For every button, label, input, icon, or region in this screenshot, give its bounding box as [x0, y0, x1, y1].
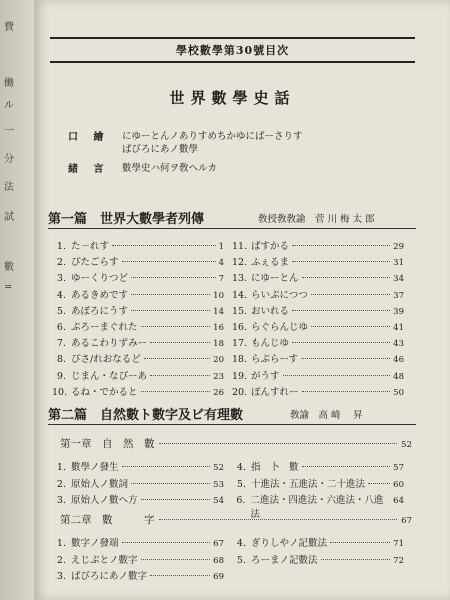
- adjacent-page-margin: [0, 0, 34, 600]
- entry-page: 14: [213, 306, 224, 317]
- leader-dots: [141, 326, 211, 327]
- entry-title: おいれる: [251, 305, 290, 317]
- entry-page: 41: [393, 323, 404, 333]
- leader-dots: [150, 575, 210, 576]
- leader-dots: [302, 466, 391, 467]
- entry-title: ぽんすれー: [251, 386, 299, 398]
- toc-entry: [232, 287, 404, 301]
- entry-title: らぷらーす: [251, 354, 299, 366]
- margin-char: 費: [4, 22, 14, 33]
- margin-char: ル: [4, 100, 14, 111]
- entry-number: 2.: [56, 257, 66, 269]
- entry-title: た－れす: [71, 241, 110, 252]
- entry-page: 48: [393, 371, 404, 382]
- toc-entry: [232, 459, 404, 473]
- entry-title: ぎりしやノ記數法: [251, 538, 328, 549]
- toc-entry: [52, 270, 224, 284]
- chapter-title: 第一章 自 然 數: [60, 438, 155, 450]
- toc-entry: [52, 384, 224, 398]
- toc-entry: [52, 238, 224, 252]
- leader-dots: [292, 310, 390, 311]
- entry-page: 57: [393, 463, 404, 473]
- leader-dots: [301, 358, 390, 359]
- toc-entry: [52, 568, 224, 582]
- entry-number: 5.: [56, 305, 66, 317]
- toc-entry: [52, 492, 224, 506]
- leader-dots: [292, 245, 390, 246]
- entry-title: ゆーくりつど: [71, 273, 129, 285]
- margin-char: 分: [4, 154, 14, 165]
- entry-number: 17.: [232, 338, 248, 350]
- leader-dots: [144, 358, 210, 359]
- toc-entry: [232, 552, 404, 566]
- entry-number: 5.: [236, 478, 246, 490]
- toc-entry: [232, 476, 404, 490]
- entry-page: 67: [213, 539, 224, 549]
- leader-dots: [122, 261, 216, 262]
- leader-dots: [292, 342, 390, 343]
- entry-page: 23: [213, 371, 224, 382]
- margin-char: =: [4, 282, 13, 293]
- toc-entry: [52, 335, 224, 349]
- leader-dots: [131, 294, 210, 295]
- entry-title: がうす: [251, 370, 280, 382]
- entry-title: 數字ノ發端: [71, 538, 119, 549]
- entry-number: 4.: [236, 462, 246, 473]
- entry-title: ばびろにあノ數字: [71, 571, 148, 582]
- leader-dots: [368, 483, 390, 484]
- entry-number: 18.: [232, 354, 248, 366]
- leader-dots: [302, 391, 391, 392]
- entry-number: 1.: [56, 538, 66, 549]
- toc-entry: [232, 254, 404, 268]
- entry-number: 2.: [56, 478, 66, 490]
- entry-title: 數學ノ發生: [71, 462, 119, 473]
- entry-page: 26: [213, 387, 224, 398]
- leader-dots: [122, 466, 211, 467]
- margin-char: 働: [4, 78, 14, 89]
- part2-title: 第二篇 自然數ト數字及ビ有理數: [48, 408, 244, 423]
- entry-number: 5.: [236, 554, 246, 566]
- entry-page: 29: [393, 242, 404, 252]
- main-title: 世界數學史話: [169, 89, 296, 107]
- toc-entry: [232, 368, 404, 382]
- toc-entry: [52, 303, 224, 317]
- toc-entry: [52, 552, 224, 566]
- entry-page: 53: [213, 479, 224, 490]
- entry-page: 18: [213, 339, 224, 350]
- toc-entry: [232, 238, 404, 252]
- entry-page: 20: [213, 355, 224, 366]
- toc-entry: [232, 303, 404, 317]
- entry-number: 8.: [56, 354, 66, 366]
- leader-dots: [131, 277, 216, 278]
- leader-dots: [141, 391, 211, 392]
- entry-number: 10.: [52, 386, 68, 398]
- toc-entry: [232, 535, 404, 549]
- preface-line: 數學史ハ何ヲ敎ヘルカ: [122, 163, 218, 174]
- toc-entry: [232, 384, 404, 398]
- entry-page: 46: [393, 355, 404, 366]
- entry-page: 71: [393, 539, 404, 549]
- entry-page: 1: [218, 242, 224, 252]
- entry-page: 72: [393, 555, 404, 566]
- entry-title: ぱすかる: [251, 241, 290, 252]
- entry-title: もんじゆ: [251, 338, 290, 350]
- entry-page: 37: [393, 290, 404, 301]
- part1-author: 敎授敎敎諭 菅 川 梅 太 郎: [258, 214, 375, 225]
- entry-title: 原始人ノ數詞: [71, 478, 129, 490]
- entry-page: 68: [213, 555, 224, 566]
- leader-dots: [302, 277, 391, 278]
- leader-dots: [321, 559, 391, 560]
- leader-dots: [330, 542, 390, 543]
- entry-number: 19.: [232, 370, 248, 382]
- entry-number: 7.: [56, 338, 66, 350]
- toc-entry: [52, 368, 224, 382]
- toc-entry: [232, 319, 404, 333]
- leader-dots: [141, 499, 211, 500]
- entry-page: 34: [393, 274, 404, 285]
- entry-number: 15.: [232, 305, 248, 317]
- entry-title: るね・でかると: [71, 386, 138, 398]
- leader-dots: [112, 245, 216, 246]
- toc-entry: [52, 254, 224, 268]
- entry-page: 69: [213, 572, 224, 582]
- entry-number: 1.: [56, 462, 66, 473]
- margin-char: 一: [4, 126, 14, 137]
- leader-dots: [150, 342, 210, 343]
- entry-number: 20.: [232, 386, 248, 398]
- chapter-page: 67: [401, 516, 412, 526]
- toc-entry: [232, 270, 404, 284]
- entry-number: 4.: [236, 538, 246, 549]
- margin-char: 法: [4, 182, 14, 193]
- leader-dots: [311, 326, 390, 327]
- entry-page: 4: [218, 258, 224, 269]
- leader-dots: [122, 542, 211, 543]
- margin-char: 數: [4, 262, 14, 273]
- frontispiece-label: 口 繪: [68, 132, 110, 143]
- entry-number: 12.: [232, 257, 248, 269]
- toc-entry: [232, 351, 404, 365]
- entry-number: 14.: [232, 289, 248, 301]
- leader-dots: [131, 483, 210, 484]
- toc-entry: [52, 351, 224, 365]
- leader-dots: [159, 519, 398, 520]
- leader-dots: [311, 294, 390, 295]
- entry-number: 13.: [232, 273, 248, 285]
- entry-number: 4.: [56, 289, 66, 301]
- leader-dots: [131, 310, 210, 311]
- leader-dots: [292, 261, 390, 262]
- entry-title: あるきめです: [71, 289, 129, 301]
- entry-number: 9.: [56, 370, 66, 382]
- frontispiece-line: にゆーとんノありすめちかゆにばーさりす: [122, 131, 303, 142]
- entry-title: えじぷとノ數字: [71, 554, 138, 566]
- chapter-1-heading: [60, 436, 412, 451]
- leader-dots: [283, 375, 391, 376]
- toc-entry: [52, 319, 224, 333]
- entry-title: ぴさ/れおなるど: [71, 354, 141, 366]
- entry-title: じまん・なぴーあ: [71, 370, 148, 382]
- entry-title: ぷろーまぐれた: [71, 322, 138, 333]
- issue-header: [50, 37, 415, 63]
- entry-number: 3.: [56, 571, 66, 582]
- entry-page: 7: [218, 274, 224, 285]
- preface-label: 緒 言: [68, 164, 110, 175]
- part2-rule: [48, 424, 416, 425]
- entry-page: 60: [393, 479, 404, 490]
- entry-title: 二進法・四進法・六進法・八進法: [250, 495, 384, 520]
- entry-page: 50: [393, 387, 404, 398]
- leader-dots: [159, 443, 398, 444]
- entry-number: 3.: [56, 273, 66, 285]
- toc-entry: [52, 459, 224, 473]
- chapter-title: 第二章 數 字: [60, 514, 155, 526]
- entry-number: 6.: [56, 322, 66, 333]
- leader-dots: [141, 559, 211, 560]
- entry-title: ぴたごらす: [71, 257, 119, 269]
- entry-title: らぐらんじゆ: [251, 322, 309, 333]
- entry-title: あるこわりずみー: [71, 338, 148, 350]
- entry-title: あぽろにうす: [71, 305, 129, 317]
- entry-number: 3.: [56, 495, 66, 506]
- entry-title: にゆーとん: [251, 273, 299, 285]
- entry-page: 52: [213, 463, 224, 473]
- part1-rule: [48, 228, 416, 229]
- leader-dots: [150, 375, 210, 376]
- entry-title: ふぇるま: [251, 257, 290, 269]
- entry-page: 10: [213, 290, 224, 301]
- entry-title: らいぷにつつ: [251, 289, 308, 301]
- entry-page: 54: [213, 496, 224, 506]
- chapter-page: 52: [401, 440, 412, 450]
- entry-title: 指 卜 數: [251, 462, 299, 473]
- margin-char: 試: [4, 212, 14, 223]
- entry-number: 11.: [232, 241, 248, 252]
- entry-page: 16: [213, 323, 224, 333]
- part1-title: 第一篇 世界大數學者列傳: [48, 212, 205, 227]
- toc-entry: [52, 287, 224, 301]
- toc-entry: [232, 335, 404, 349]
- entry-title: 十進法・五進法・二十進法: [251, 478, 366, 490]
- entry-title: ろーまノ記數法: [251, 554, 318, 566]
- entry-page: 64: [393, 496, 404, 506]
- issue-header-text: 學校數學第30號目次: [175, 44, 290, 57]
- entry-number: 16.: [232, 322, 248, 333]
- entry-page: 39: [393, 306, 404, 317]
- entry-number: 6.: [236, 495, 246, 506]
- frontispiece-line: ばびろにあノ數學: [122, 144, 199, 155]
- entry-page: 31: [393, 258, 404, 269]
- part2-author: 敎諭 高 崎 昇: [290, 410, 363, 421]
- entry-number: 2.: [56, 554, 66, 566]
- entry-number: 1.: [56, 241, 66, 252]
- toc-entry: [52, 476, 224, 490]
- entry-page: 43: [393, 339, 404, 350]
- toc-entry: [52, 535, 224, 549]
- chapter-2-heading: [60, 512, 412, 527]
- entry-title: 原始人ノ數ヘ方: [71, 495, 138, 506]
